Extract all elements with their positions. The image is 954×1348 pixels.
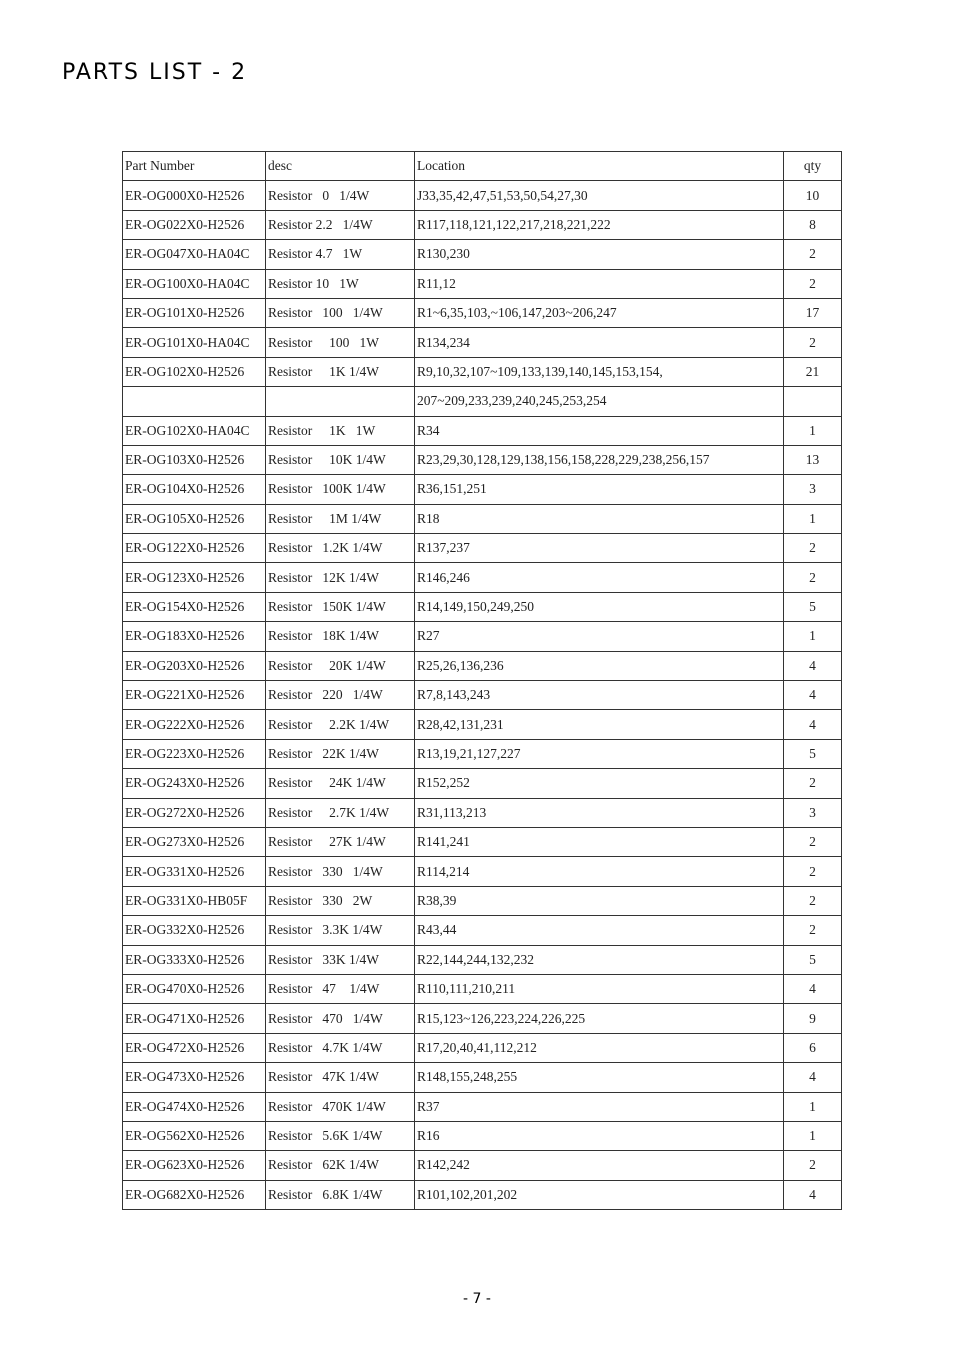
desc-cell — [266, 387, 415, 416]
qty-cell: 1 — [784, 1092, 842, 1121]
location-cell: R1~6,35,103,~106,147,203~206,247 — [415, 298, 784, 327]
qty-cell: 2 — [784, 269, 842, 298]
table-row — [123, 475, 842, 504]
part-number-cell: ER-OG101X0-HA04C — [123, 328, 266, 357]
location-cell: R36,151,251 — [415, 475, 784, 504]
location-cell: R110,111,210,211 — [415, 974, 784, 1003]
desc-cell: Resistor 1M 1/4W — [266, 504, 415, 533]
table-row — [123, 298, 842, 327]
location-cell: J33,35,42,47,51,53,50,54,27,30 — [415, 181, 784, 210]
desc-cell: Resistor 2.7K 1/4W — [266, 798, 415, 827]
location-cell: R11,12 — [415, 269, 784, 298]
table-row — [123, 181, 842, 210]
table-row — [123, 798, 842, 827]
location-cell: R28,42,131,231 — [415, 710, 784, 739]
part-number-cell: ER-OG682X0-H2526 — [123, 1180, 266, 1209]
qty-cell: 2 — [784, 1151, 842, 1180]
part-number-cell: ER-OG562X0-H2526 — [123, 1121, 266, 1150]
desc-cell: Resistor 330 1/4W — [266, 857, 415, 886]
part-number-cell: ER-OG203X0-H2526 — [123, 651, 266, 680]
part-number-cell: ER-OG243X0-H2526 — [123, 769, 266, 798]
table-row — [123, 1121, 842, 1150]
qty-cell: 1 — [784, 416, 842, 445]
table-row — [123, 534, 842, 563]
part-number-cell: ER-OG223X0-H2526 — [123, 739, 266, 768]
part-number-cell: ER-OG000X0-H2526 — [123, 181, 266, 210]
location-cell: R22,144,244,132,232 — [415, 945, 784, 974]
location-cell: R101,102,201,202 — [415, 1180, 784, 1209]
parts-table — [122, 151, 842, 1210]
part-number-cell: ER-OG103X0-H2526 — [123, 445, 266, 474]
qty-cell: 5 — [784, 592, 842, 621]
qty-cell: 4 — [784, 974, 842, 1003]
desc-cell: Resistor 2.2 1/4W — [266, 210, 415, 239]
location-cell: R9,10,32,107~109,133,139,140,145,153,154, — [415, 357, 784, 386]
part-number-cell: ER-OG102X0-HA04C — [123, 416, 266, 445]
desc-cell: Resistor 10 1W — [266, 269, 415, 298]
qty-cell: 2 — [784, 916, 842, 945]
header-location: Location — [415, 152, 784, 181]
part-number-cell: ER-OG470X0-H2526 — [123, 974, 266, 1003]
location-cell: R114,214 — [415, 857, 784, 886]
desc-cell: Resistor 220 1/4W — [266, 681, 415, 710]
header-qty: qty — [784, 152, 842, 181]
qty-cell: 5 — [784, 739, 842, 768]
part-number-cell: ER-OG047X0-HA04C — [123, 240, 266, 269]
desc-cell: Resistor 12K 1/4W — [266, 563, 415, 592]
qty-cell: 17 — [784, 298, 842, 327]
location-cell: R148,155,248,255 — [415, 1063, 784, 1092]
page-number: - 7 - — [463, 1291, 491, 1307]
desc-cell: Resistor 3.3K 1/4W — [266, 916, 415, 945]
location-cell: R146,246 — [415, 563, 784, 592]
table-row — [123, 210, 842, 239]
location-cell: R142,242 — [415, 1151, 784, 1180]
qty-cell — [784, 387, 842, 416]
desc-cell: Resistor 4.7K 1/4W — [266, 1033, 415, 1062]
desc-cell: Resistor 2.2K 1/4W — [266, 710, 415, 739]
qty-cell: 8 — [784, 210, 842, 239]
table-row — [123, 974, 842, 1003]
desc-cell: Resistor 470 1/4W — [266, 1004, 415, 1033]
table-row — [123, 563, 842, 592]
qty-cell: 5 — [784, 945, 842, 974]
part-number-cell: ER-OG102X0-H2526 — [123, 357, 266, 386]
qty-cell: 6 — [784, 1033, 842, 1062]
header-desc: desc — [266, 152, 415, 181]
desc-cell: Resistor 18K 1/4W — [266, 622, 415, 651]
qty-cell: 13 — [784, 445, 842, 474]
location-cell: R34 — [415, 416, 784, 445]
parts-table-body — [123, 152, 842, 1210]
desc-cell: Resistor 150K 1/4W — [266, 592, 415, 621]
desc-cell: Resistor 20K 1/4W — [266, 651, 415, 680]
desc-cell: Resistor 47K 1/4W — [266, 1063, 415, 1092]
part-number-cell: ER-OG221X0-H2526 — [123, 681, 266, 710]
location-cell: R23,29,30,128,129,138,156,158,228,229,238,256,157 — [415, 445, 784, 474]
part-number-cell: ER-OG473X0-H2526 — [123, 1063, 266, 1092]
part-number-cell: ER-OG623X0-H2526 — [123, 1151, 266, 1180]
table-row — [123, 240, 842, 269]
location-cell: R7,8,143,243 — [415, 681, 784, 710]
desc-cell: Resistor 1K 1W — [266, 416, 415, 445]
location-cell: R137,237 — [415, 534, 784, 563]
table-row — [123, 269, 842, 298]
table-row — [123, 387, 842, 416]
qty-cell: 4 — [784, 681, 842, 710]
location-cell: R16 — [415, 1121, 784, 1150]
location-cell: R31,113,213 — [415, 798, 784, 827]
part-number-cell: ER-OG474X0-H2526 — [123, 1092, 266, 1121]
part-number-cell: ER-OG273X0-H2526 — [123, 827, 266, 856]
location-cell: 207~209,233,239,240,245,253,254 — [415, 387, 784, 416]
part-number-cell: ER-OG122X0-H2526 — [123, 534, 266, 563]
qty-cell: 2 — [784, 328, 842, 357]
qty-cell: 4 — [784, 1063, 842, 1092]
desc-cell: Resistor 62K 1/4W — [266, 1151, 415, 1180]
desc-cell: Resistor 4.7 1W — [266, 240, 415, 269]
qty-cell: 9 — [784, 1004, 842, 1033]
desc-cell: Resistor 330 2W — [266, 886, 415, 915]
table-row — [123, 769, 842, 798]
table-row — [123, 416, 842, 445]
part-number-cell: ER-OG105X0-H2526 — [123, 504, 266, 533]
location-cell: R15,123~126,223,224,226,225 — [415, 1004, 784, 1033]
desc-cell: Resistor 100 1/4W — [266, 298, 415, 327]
location-cell: R25,26,136,236 — [415, 651, 784, 680]
location-cell: R141,241 — [415, 827, 784, 856]
location-cell: R18 — [415, 504, 784, 533]
part-number-cell: ER-OG222X0-H2526 — [123, 710, 266, 739]
part-number-cell: ER-OG123X0-H2526 — [123, 563, 266, 592]
table-row — [123, 857, 842, 886]
desc-cell: Resistor 22K 1/4W — [266, 739, 415, 768]
desc-cell: Resistor 47 1/4W — [266, 974, 415, 1003]
desc-cell: Resistor 6.8K 1/4W — [266, 1180, 415, 1209]
table-row — [123, 504, 842, 533]
qty-cell: 2 — [784, 769, 842, 798]
part-number-cell: ER-OG183X0-H2526 — [123, 622, 266, 651]
table-row — [123, 827, 842, 856]
desc-cell: Resistor 33K 1/4W — [266, 945, 415, 974]
qty-cell: 2 — [784, 240, 842, 269]
table-row — [123, 1092, 842, 1121]
desc-cell: Resistor 100K 1/4W — [266, 475, 415, 504]
table-row — [123, 1151, 842, 1180]
qty-cell: 4 — [784, 651, 842, 680]
qty-cell: 1 — [784, 622, 842, 651]
location-cell: R38,39 — [415, 886, 784, 915]
part-number-cell — [123, 387, 266, 416]
table-header-row — [123, 152, 842, 181]
table-row — [123, 886, 842, 915]
qty-cell: 2 — [784, 563, 842, 592]
desc-cell: Resistor 1K 1/4W — [266, 357, 415, 386]
part-number-cell: ER-OG331X0-H2526 — [123, 857, 266, 886]
table-row — [123, 945, 842, 974]
table-row — [123, 1033, 842, 1062]
location-cell: R152,252 — [415, 769, 784, 798]
qty-cell: 2 — [784, 857, 842, 886]
part-number-cell: ER-OG471X0-H2526 — [123, 1004, 266, 1033]
table-row — [123, 592, 842, 621]
location-cell: R14,149,150,249,250 — [415, 592, 784, 621]
qty-cell: 3 — [784, 475, 842, 504]
qty-cell: 3 — [784, 798, 842, 827]
part-number-cell: ER-OG101X0-H2526 — [123, 298, 266, 327]
qty-cell: 4 — [784, 1180, 842, 1209]
location-cell: R130,230 — [415, 240, 784, 269]
table-row — [123, 1063, 842, 1092]
table-row — [123, 681, 842, 710]
qty-cell: 21 — [784, 357, 842, 386]
table-row — [123, 622, 842, 651]
qty-cell: 2 — [784, 886, 842, 915]
qty-cell: 2 — [784, 827, 842, 856]
part-number-cell: ER-OG331X0-HB05F — [123, 886, 266, 915]
table-row — [123, 445, 842, 474]
table-row — [123, 651, 842, 680]
table-row — [123, 916, 842, 945]
table-row — [123, 710, 842, 739]
qty-cell: 4 — [784, 710, 842, 739]
qty-cell: 10 — [784, 181, 842, 210]
location-cell: R13,19,21,127,227 — [415, 739, 784, 768]
desc-cell: Resistor 24K 1/4W — [266, 769, 415, 798]
location-cell: R43,44 — [415, 916, 784, 945]
part-number-cell: ER-OG333X0-H2526 — [123, 945, 266, 974]
qty-cell: 1 — [784, 504, 842, 533]
part-number-cell: ER-OG472X0-H2526 — [123, 1033, 266, 1062]
header-part-number: Part Number — [123, 152, 266, 181]
part-number-cell: ER-OG100X0-HA04C — [123, 269, 266, 298]
location-cell: R27 — [415, 622, 784, 651]
part-number-cell: ER-OG332X0-H2526 — [123, 916, 266, 945]
part-number-cell: ER-OG022X0-H2526 — [123, 210, 266, 239]
part-number-cell: ER-OG154X0-H2526 — [123, 592, 266, 621]
desc-cell: Resistor 27K 1/4W — [266, 827, 415, 856]
desc-cell: Resistor 470K 1/4W — [266, 1092, 415, 1121]
desc-cell: Resistor 100 1W — [266, 328, 415, 357]
location-cell: R117,118,121,122,217,218,221,222 — [415, 210, 784, 239]
table-row — [123, 328, 842, 357]
location-cell: R134,234 — [415, 328, 784, 357]
qty-cell: 1 — [784, 1121, 842, 1150]
part-number-cell: ER-OG272X0-H2526 — [123, 798, 266, 827]
desc-cell: Resistor 1.2K 1/4W — [266, 534, 415, 563]
page-title: PARTS LIST - 2 — [62, 60, 248, 85]
desc-cell: Resistor 5.6K 1/4W — [266, 1121, 415, 1150]
table-row — [123, 1180, 842, 1209]
table-row — [123, 739, 842, 768]
location-cell: R37 — [415, 1092, 784, 1121]
table-row — [123, 1004, 842, 1033]
qty-cell: 2 — [784, 534, 842, 563]
location-cell: R17,20,40,41,112,212 — [415, 1033, 784, 1062]
part-number-cell: ER-OG104X0-H2526 — [123, 475, 266, 504]
desc-cell: Resistor 10K 1/4W — [266, 445, 415, 474]
desc-cell: Resistor 0 1/4W — [266, 181, 415, 210]
table-row — [123, 357, 842, 386]
